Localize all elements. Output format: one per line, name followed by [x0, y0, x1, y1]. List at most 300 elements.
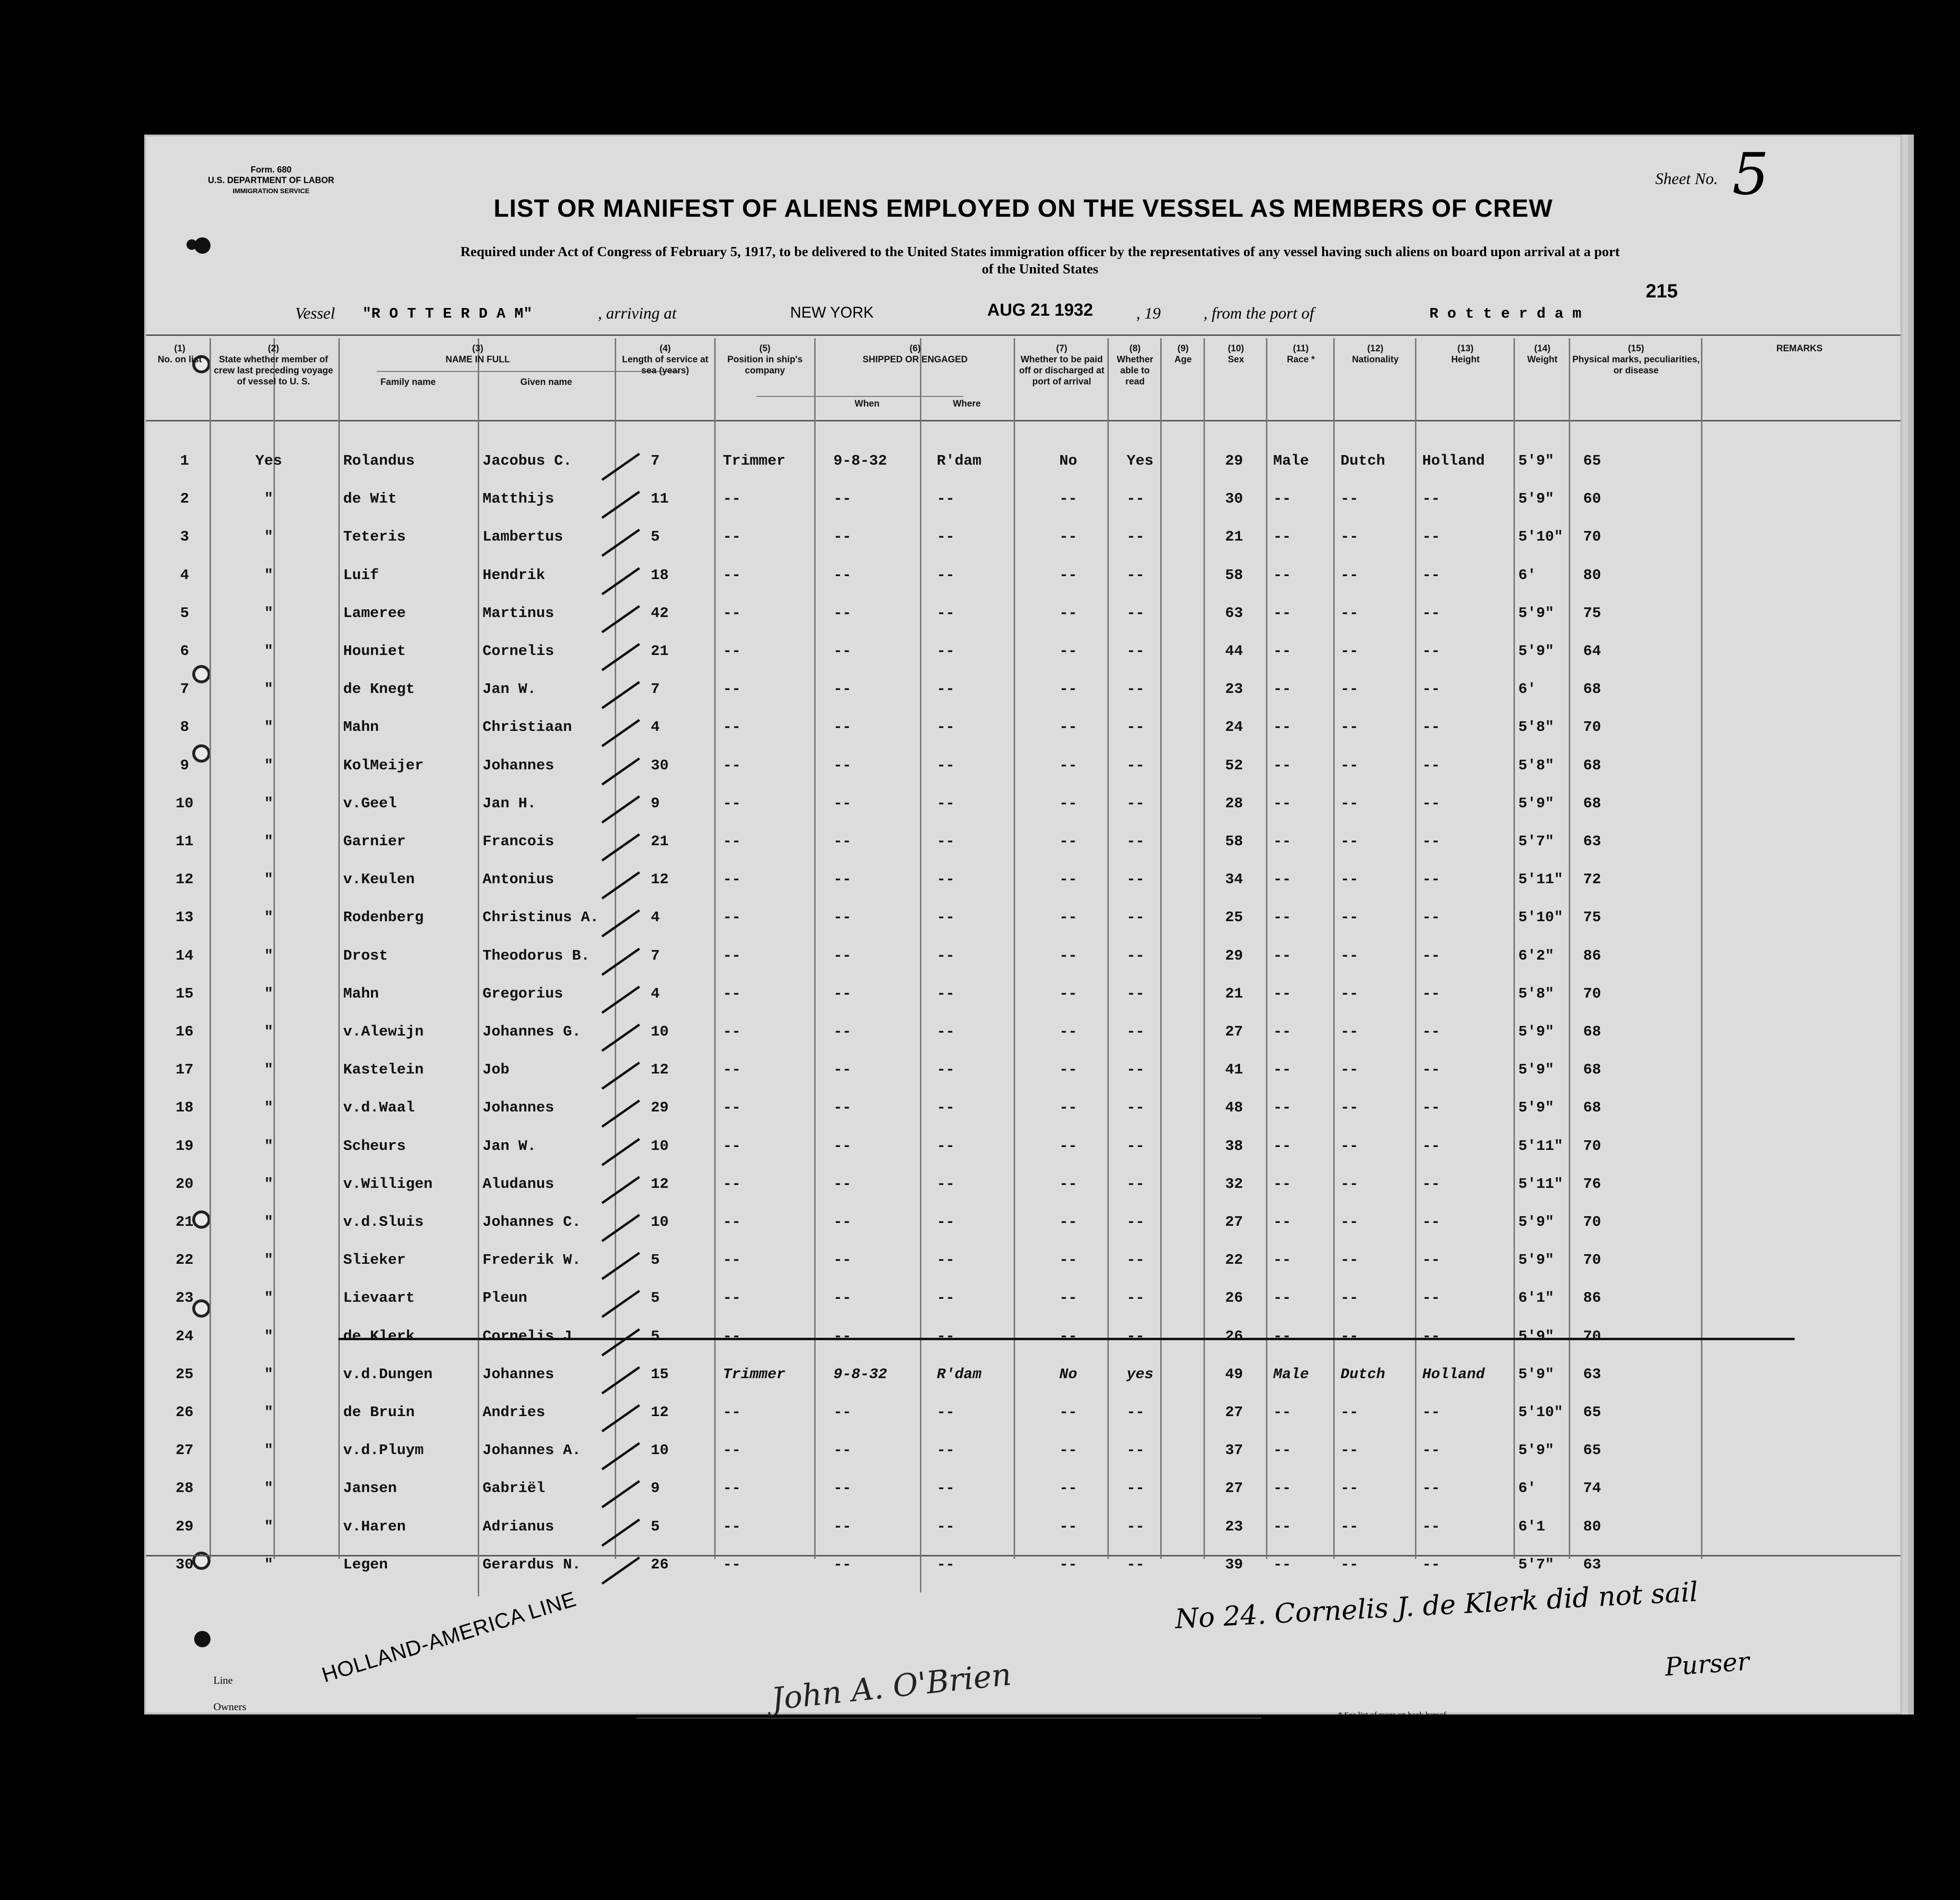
service-years: 7	[651, 453, 660, 469]
shipped-when: --	[833, 1061, 852, 1079]
shipped-where: --	[937, 1328, 955, 1345]
shipped-where: --	[937, 1404, 955, 1421]
sex: --	[1273, 1556, 1291, 1573]
race: --	[1340, 1214, 1359, 1231]
family-name: v.Geel	[343, 795, 397, 812]
nationality: --	[1422, 1518, 1440, 1535]
shipped-when: --	[833, 871, 852, 888]
row-number: 19	[175, 1137, 194, 1155]
height: 5'9"	[1518, 491, 1554, 508]
family-name: Lameree	[343, 605, 406, 622]
given-name: Johannes G.	[483, 1024, 581, 1040]
position: --	[723, 871, 741, 888]
shipped-when: --	[833, 567, 852, 584]
position: --	[723, 1175, 741, 1193]
nationality: Holland	[1422, 453, 1485, 469]
position: --	[723, 757, 741, 774]
local-agents-label: Local Agents	[213, 1727, 270, 1739]
service-years: 5	[651, 1328, 660, 1345]
able-to-read: --	[1127, 1024, 1145, 1040]
height: 5'9"	[1518, 643, 1554, 660]
check-mark-icon	[601, 910, 640, 938]
paid-off: --	[1059, 719, 1078, 736]
service-years: 15	[651, 1366, 669, 1383]
position: --	[723, 833, 741, 850]
shipped-when: --	[833, 795, 852, 812]
given-name: Job	[483, 1061, 509, 1079]
able-to-read: --	[1127, 871, 1145, 888]
service-years: 7	[651, 947, 660, 964]
shipped-where: --	[937, 1214, 955, 1231]
height: 6'1"	[1518, 1290, 1554, 1307]
check-mark-icon	[601, 1024, 640, 1052]
row-number: 9	[180, 757, 189, 774]
given-name: Johannes A.	[483, 1442, 581, 1459]
nationality: --	[1422, 1290, 1440, 1307]
able-to-read: --	[1127, 1518, 1145, 1535]
nationality: --	[1422, 833, 1440, 850]
age: 29	[1225, 947, 1243, 964]
shipped-where: --	[937, 1099, 955, 1117]
prev-voyage: "	[264, 1556, 273, 1573]
prev-voyage: "	[264, 681, 273, 698]
prev-voyage: "	[264, 1328, 273, 1345]
table-top-rule	[146, 334, 1900, 336]
prev-voyage: "	[264, 1518, 273, 1535]
weight: 68	[1583, 1061, 1601, 1079]
weight: 70	[1583, 529, 1601, 546]
paid-off: --	[1059, 795, 1078, 812]
row-number: 7	[180, 681, 189, 698]
nationality: --	[1422, 1175, 1440, 1193]
row-number: 8	[180, 719, 189, 736]
shipped-when: --	[833, 1556, 852, 1573]
given-name: Francois	[483, 833, 554, 850]
given-name: Antonius	[483, 871, 554, 888]
position: --	[723, 1024, 741, 1040]
able-to-read: --	[1127, 1061, 1145, 1079]
able-to-read: --	[1127, 1328, 1145, 1345]
arriving-label: , arriving at	[598, 305, 677, 322]
sex: --	[1273, 1518, 1291, 1535]
position: Trimmer	[723, 453, 786, 469]
service-years: 18	[651, 567, 669, 584]
check-mark-icon	[601, 1100, 640, 1128]
given-name: Martinus	[483, 605, 554, 622]
nationality: --	[1422, 1137, 1440, 1155]
shipped-when: --	[833, 1024, 852, 1040]
row-number: 12	[175, 871, 194, 888]
family-name: Rolandus	[343, 453, 415, 469]
weight: 63	[1583, 1556, 1601, 1573]
service-years: 9	[651, 1480, 660, 1497]
given-name: Johannes	[483, 1366, 554, 1383]
position: --	[723, 719, 741, 736]
race: --	[1340, 1290, 1359, 1307]
column-header: Given name	[520, 377, 572, 387]
position: --	[723, 529, 741, 546]
height: 6'	[1518, 567, 1537, 584]
race: --	[1340, 529, 1359, 546]
family-name: v.d.Sluis	[343, 1214, 424, 1231]
race: --	[1340, 567, 1359, 584]
service-years: 12	[651, 1061, 669, 1079]
height: 5'9"	[1518, 1366, 1554, 1383]
service-years: 4	[651, 719, 660, 736]
family-name: Scheurs	[343, 1137, 406, 1155]
row-number: 14	[175, 947, 194, 964]
row-number: 1	[180, 453, 189, 469]
weight: 70	[1583, 1137, 1601, 1155]
column-rule	[920, 396, 921, 1592]
position: --	[723, 643, 741, 660]
shipped-when: --	[833, 1137, 852, 1155]
sex: --	[1273, 1442, 1291, 1459]
sex: --	[1273, 795, 1291, 812]
prev-voyage: "	[264, 1442, 273, 1459]
able-to-read: --	[1127, 985, 1145, 1002]
nationality: --	[1422, 1442, 1440, 1459]
nationality: --	[1422, 1099, 1440, 1117]
nationality: --	[1422, 1061, 1440, 1079]
check-mark-icon	[601, 529, 640, 557]
weight: 86	[1583, 1290, 1601, 1307]
form-number: Form. 680	[250, 165, 292, 174]
nationality: --	[1422, 1480, 1440, 1497]
row-number: 21	[175, 1214, 194, 1231]
given-name: Johannes	[483, 757, 554, 774]
check-mark-icon	[601, 1061, 640, 1090]
shipped-where: --	[937, 1175, 955, 1193]
weight: 68	[1583, 1024, 1601, 1040]
shipped-when: --	[833, 833, 852, 850]
family-name: Mahn	[343, 985, 379, 1002]
service-years: 11	[651, 491, 669, 508]
nationality: --	[1422, 947, 1440, 964]
row-number: 27	[175, 1442, 194, 1459]
service-years: 9	[651, 795, 660, 812]
age: 38	[1225, 1137, 1243, 1155]
check-mark-icon	[601, 1556, 640, 1585]
column-header: (2) State whether member of crew last preceding voyage of vessel to U. S.	[213, 344, 334, 387]
race: --	[1340, 1518, 1359, 1535]
column-header: (4) Length of service at sea (years)	[622, 344, 708, 376]
row-number: 2	[180, 491, 189, 508]
race: --	[1340, 985, 1359, 1002]
shipped-when: 9-8-32	[833, 1366, 887, 1383]
race: --	[1340, 1328, 1359, 1345]
race: --	[1340, 1556, 1359, 1573]
paid-off: --	[1059, 1024, 1078, 1040]
shipped-when: --	[833, 491, 852, 508]
row-number: 26	[175, 1404, 194, 1421]
position: --	[723, 1404, 741, 1421]
able-to-read: --	[1127, 1442, 1145, 1459]
shipped-when: --	[833, 1404, 852, 1421]
paid-off: --	[1059, 833, 1078, 850]
column-header: (9) Age	[1174, 344, 1192, 365]
family-name: Mahn	[343, 719, 379, 736]
paid-off: --	[1059, 1328, 1078, 1345]
race: --	[1340, 643, 1359, 660]
shipped-where: --	[937, 567, 955, 584]
sex: --	[1273, 529, 1291, 546]
height: 5'9"	[1518, 1099, 1554, 1117]
column-rule	[1203, 338, 1205, 1559]
shipped-where: --	[937, 1290, 955, 1307]
column-rule	[478, 371, 479, 1596]
race: --	[1340, 1175, 1359, 1193]
shipped-when: 9-8-32	[833, 453, 887, 469]
age: 29	[1225, 453, 1243, 469]
prev-voyage: "	[264, 1290, 273, 1307]
weight: 74	[1583, 1480, 1601, 1497]
shipped-where: --	[937, 1556, 955, 1573]
sex: --	[1273, 1404, 1291, 1421]
position: --	[723, 1252, 741, 1269]
paid-off: --	[1059, 1252, 1078, 1269]
family-name: v.d.Pluym	[343, 1442, 424, 1459]
shipped-where: R'dam	[937, 453, 982, 469]
family-name: Rodenberg	[343, 909, 424, 926]
race: --	[1340, 1404, 1359, 1421]
departure-port: R o t t e r d a m	[1429, 306, 1582, 322]
shipped-when: --	[833, 1214, 852, 1231]
paid-off: --	[1059, 909, 1078, 926]
age: 21	[1225, 529, 1243, 546]
family-name: Kastelein	[343, 1061, 424, 1079]
weight: 65	[1583, 1442, 1601, 1459]
nationality: --	[1422, 719, 1440, 736]
service-years: 4	[651, 985, 660, 1002]
arrival-port: NEW YORK	[790, 304, 874, 321]
shipped-where: --	[937, 871, 955, 888]
inspector-label: Immigrant Inspector.	[1002, 1725, 1107, 1739]
given-name: Pleun	[483, 1290, 528, 1307]
check-mark-icon	[601, 986, 640, 1014]
paid-off: No	[1059, 1366, 1078, 1383]
check-mark-icon	[601, 795, 640, 824]
prev-voyage: "	[264, 1404, 273, 1421]
arrival-date-stamp: AUG 21 1932	[987, 300, 1093, 320]
age: 25	[1225, 909, 1243, 926]
able-to-read: --	[1127, 757, 1145, 774]
age: 23	[1225, 1518, 1243, 1535]
given-name: Christiaan	[483, 719, 572, 736]
age: 41	[1225, 1061, 1243, 1079]
able-to-read: --	[1127, 1252, 1145, 1269]
paid-off: No	[1059, 453, 1078, 469]
nationality: --	[1422, 567, 1440, 584]
service-years: 26	[651, 1556, 669, 1573]
paid-off: --	[1059, 1290, 1078, 1307]
family-name: KolMeijer	[343, 757, 424, 774]
service-years: 12	[651, 1404, 669, 1421]
column-rule	[1107, 338, 1109, 1559]
given-name: Jacobus C.	[483, 453, 572, 469]
check-mark-icon	[601, 719, 640, 748]
given-name: Gregorius	[483, 985, 563, 1002]
nationality: --	[1422, 643, 1440, 660]
weight: 70	[1583, 719, 1601, 736]
inspector-signature: John A. O'Brien	[769, 1657, 1013, 1717]
shipped-when: --	[833, 605, 852, 622]
column-rule	[1160, 338, 1162, 1559]
shipped-when: --	[833, 681, 852, 698]
sex: Male	[1273, 1366, 1309, 1383]
weight: 65	[1583, 453, 1601, 469]
check-mark-icon	[601, 1366, 640, 1394]
age: 27	[1225, 1024, 1243, 1040]
weight: 68	[1583, 757, 1601, 774]
shipped-when: --	[833, 1175, 852, 1193]
family-name: de Knegt	[343, 681, 415, 698]
check-mark-icon	[601, 567, 640, 595]
column-rule	[615, 338, 616, 1559]
shipped-when: --	[833, 529, 852, 546]
check-mark-icon	[601, 1518, 640, 1547]
height: 5'11"	[1518, 871, 1563, 888]
paid-off: --	[1059, 1556, 1078, 1573]
sex: --	[1273, 491, 1291, 508]
service-years: 5	[651, 1290, 660, 1307]
paid-off: --	[1059, 1175, 1078, 1193]
prev-voyage: "	[264, 909, 273, 926]
paid-off: --	[1059, 1442, 1078, 1459]
paid-off: --	[1059, 1480, 1078, 1497]
check-mark-icon	[601, 833, 640, 862]
family-name: Drost	[343, 947, 388, 964]
sex: Male	[1273, 453, 1309, 469]
nationality: --	[1422, 1214, 1440, 1231]
service-years: 42	[651, 605, 669, 622]
weight: 70	[1583, 1214, 1601, 1231]
prev-voyage: "	[264, 643, 273, 660]
service-years: 4	[651, 909, 660, 926]
given-name: Frederik W.	[483, 1252, 581, 1269]
sex: --	[1273, 605, 1291, 622]
age: 58	[1225, 567, 1243, 584]
shipped-where: --	[937, 1061, 955, 1079]
height: 6'	[1518, 1480, 1537, 1497]
family-name: Legen	[343, 1556, 388, 1573]
column-header: Family name	[380, 377, 436, 387]
shipped-where: --	[937, 719, 955, 736]
position: --	[723, 1061, 741, 1079]
weight: 86	[1583, 947, 1601, 964]
position: --	[723, 795, 741, 812]
header-sub-rule	[757, 396, 963, 397]
given-name: Theodorus B.	[483, 947, 590, 964]
nationality: --	[1422, 529, 1440, 546]
sex: --	[1273, 1099, 1291, 1117]
paid-off: --	[1059, 1061, 1078, 1079]
position: --	[723, 567, 741, 584]
check-mark-icon	[601, 643, 640, 671]
prev-voyage: "	[264, 947, 273, 964]
prev-voyage: "	[264, 1099, 273, 1117]
signature-rule	[636, 1717, 1261, 1719]
family-name: Garnier	[343, 833, 406, 850]
column-rule	[814, 338, 816, 1559]
column-header: (14) Weight	[1527, 344, 1558, 365]
column-header: (8) Whether able to read	[1116, 344, 1154, 387]
shipped-where: --	[937, 795, 955, 812]
shipped-where: --	[937, 1442, 955, 1459]
able-to-read: --	[1127, 795, 1145, 812]
height: 5'8"	[1518, 719, 1554, 736]
shipped-when: --	[833, 757, 852, 774]
height: 5'7"	[1518, 1556, 1554, 1573]
paid-off: --	[1059, 1214, 1078, 1231]
nationality: --	[1422, 1404, 1440, 1421]
race: --	[1340, 1099, 1359, 1117]
check-mark-icon	[601, 1290, 640, 1319]
position: --	[723, 1518, 741, 1535]
height: 5'9"	[1518, 605, 1554, 622]
header-bottom-rule	[146, 420, 1900, 421]
weight: 80	[1583, 1518, 1601, 1535]
check-mark-icon	[601, 1214, 640, 1242]
family-name: v.Haren	[343, 1518, 406, 1535]
shipped-when: --	[833, 1518, 852, 1535]
sheet-number: 5	[1732, 141, 1769, 208]
column-header: (12) Nationality	[1352, 344, 1399, 365]
able-to-read: --	[1127, 1137, 1145, 1155]
age: 58	[1225, 833, 1243, 850]
given-name: Cornelis	[483, 643, 554, 660]
height: 5'9"	[1518, 1442, 1554, 1459]
column-header: REMARKS	[1776, 344, 1823, 354]
sex: --	[1273, 567, 1291, 584]
able-to-read: --	[1127, 1290, 1145, 1307]
height: 5'9"	[1518, 795, 1554, 812]
weight: 64	[1583, 643, 1601, 660]
position: --	[723, 1099, 741, 1117]
race: Dutch	[1340, 453, 1386, 469]
sex: --	[1273, 1252, 1291, 1269]
row-number: 22	[175, 1252, 194, 1269]
paid-off: --	[1059, 1099, 1078, 1117]
weight: 70	[1583, 1328, 1601, 1345]
paid-off: --	[1059, 529, 1078, 546]
shipped-when: --	[833, 1290, 852, 1307]
row-number: 24	[175, 1328, 194, 1345]
page-title: LIST OR MANIFEST OF ALIENS EMPLOYED ON THE VESSEL AS MEMBERS OF CREW	[494, 195, 1553, 222]
race: --	[1340, 871, 1359, 888]
sex: --	[1273, 719, 1291, 736]
sex: --	[1273, 1328, 1291, 1345]
column-header: Where	[953, 399, 981, 409]
print-code: T. 3737 - 5000 - 3-31.	[165, 1744, 233, 1752]
height: 5'10"	[1518, 529, 1563, 546]
age: 63	[1225, 605, 1243, 622]
weight: 75	[1583, 605, 1601, 622]
column-rule	[1513, 338, 1515, 1559]
column-rule	[1014, 338, 1015, 1559]
height: 5'11"	[1518, 1175, 1563, 1193]
height: 6'1	[1518, 1518, 1545, 1535]
nationality: --	[1422, 1556, 1440, 1573]
age: 27	[1225, 1404, 1243, 1421]
shipped-when: --	[833, 909, 852, 926]
family-name: de Bruin	[343, 1404, 415, 1421]
nationality: --	[1422, 871, 1440, 888]
able-to-read: --	[1127, 1175, 1145, 1193]
check-mark-icon	[601, 1176, 640, 1204]
age: 48	[1225, 1099, 1243, 1117]
height: 5'9"	[1518, 1061, 1554, 1079]
